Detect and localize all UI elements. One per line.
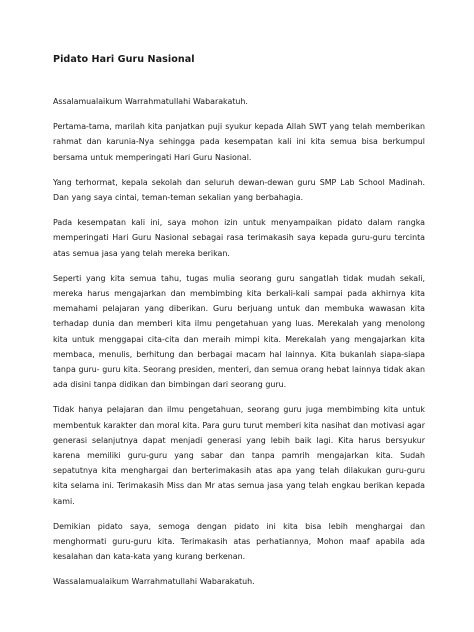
document-body: [53, 94, 425, 600]
paragraph-closing: Demikian pidato saya, semoga dengan pidato ini kita bisa lebih menghargai dan menghormati guru-guru kita. Terimakasih atas perhatiannya, Mohon maaf apabila ada kesalahan dan kata-kata yang kurang berkenan.: [53, 521, 425, 562]
document-title: Pidato Hari Guru Nasional: [53, 54, 195, 65]
paragraph-opening: Pertama-tama, marilah kita panjatkan puji syukur kepada Allah SWT yang telah memberikan rahmat dan karunia-Nya sehingga pada kesempatan kali ini kita semua bisa berkumpul bersama untuk memperingati Hari Guru Nasional.: [53, 122, 425, 162]
paragraph-character: Tidak hanya pelajaran dan ilmu pengetahuan, seorang guru juga membimbing kita untuk membentuk karakter dan moral kita. Para guru turut memberi kita nasihat dan motivasi agar generasi selanjutnya dapat menjadi generasi yang lebih baik lagi. Kita harus bersyukur karena memiliki guru-guru yang sabar dan tanpa pamrih mengajarkan kita. Sudah sepatutnya kita menghargai dan berterimakasih atas apa yang telah dilakukan guru-guru kita selama ini. Terimakasih Miss dan Mr atas semua jasa yang telah engkau berikan kepada kami.: [53, 405, 425, 506]
paragraph-teacher-duty: Seperti yang kita semua tahu, tugas mulia seorang guru sangatlah tidak mudah sekali, mereka harus mengajarkan dan membimbing kita berkali-kali sampai pada akhirnya kita memahami pelajaran yang diberikan. Guru berjuang untuk dan membuka wawasan kita terhadap dunia dan memberi kita ilmu pengetahuan yang luas. Merekalah yang menolong kita untuk menggapai cita-cita dan meraih mimpi kita. Merekalah yang mengajarkan kita membaca, menulis, berhitung dan berbagai macam hal lainnya. Kita bukanlah siapa-siapa tanpa guru- guru kita. Seorang presiden, menteri, dan semua orang hebat lainnya tidak akan ada disini tanpa didikan dan bimbingan dari seorang guru.: [53, 273, 425, 390]
paragraph-salutation: Yang terhormat, kepala sekolah dan seluruh dewan-dewan guru SMP Lab School Madinah. Dan yang saya cintai, teman-teman sekalian yang berbahagia.: [53, 177, 425, 203]
paragraph-greeting: Assalamualaikum Warrahmatullahi Wabarakatuh.: [53, 97, 248, 106]
paragraph-purpose: Pada kesempatan kali ini, saya mohon izin untuk menyampaikan pidato dalam rangka memperingati Hari Guru Nasional sebagai rasa terimakasih saya kepada guru-guru tercinta atas semua jasa yang telah mereka berikan.: [53, 218, 425, 258]
paragraph-farewell: Wassalamualaikum Warrahmatullahi Wabarakatuh.: [53, 577, 255, 587]
